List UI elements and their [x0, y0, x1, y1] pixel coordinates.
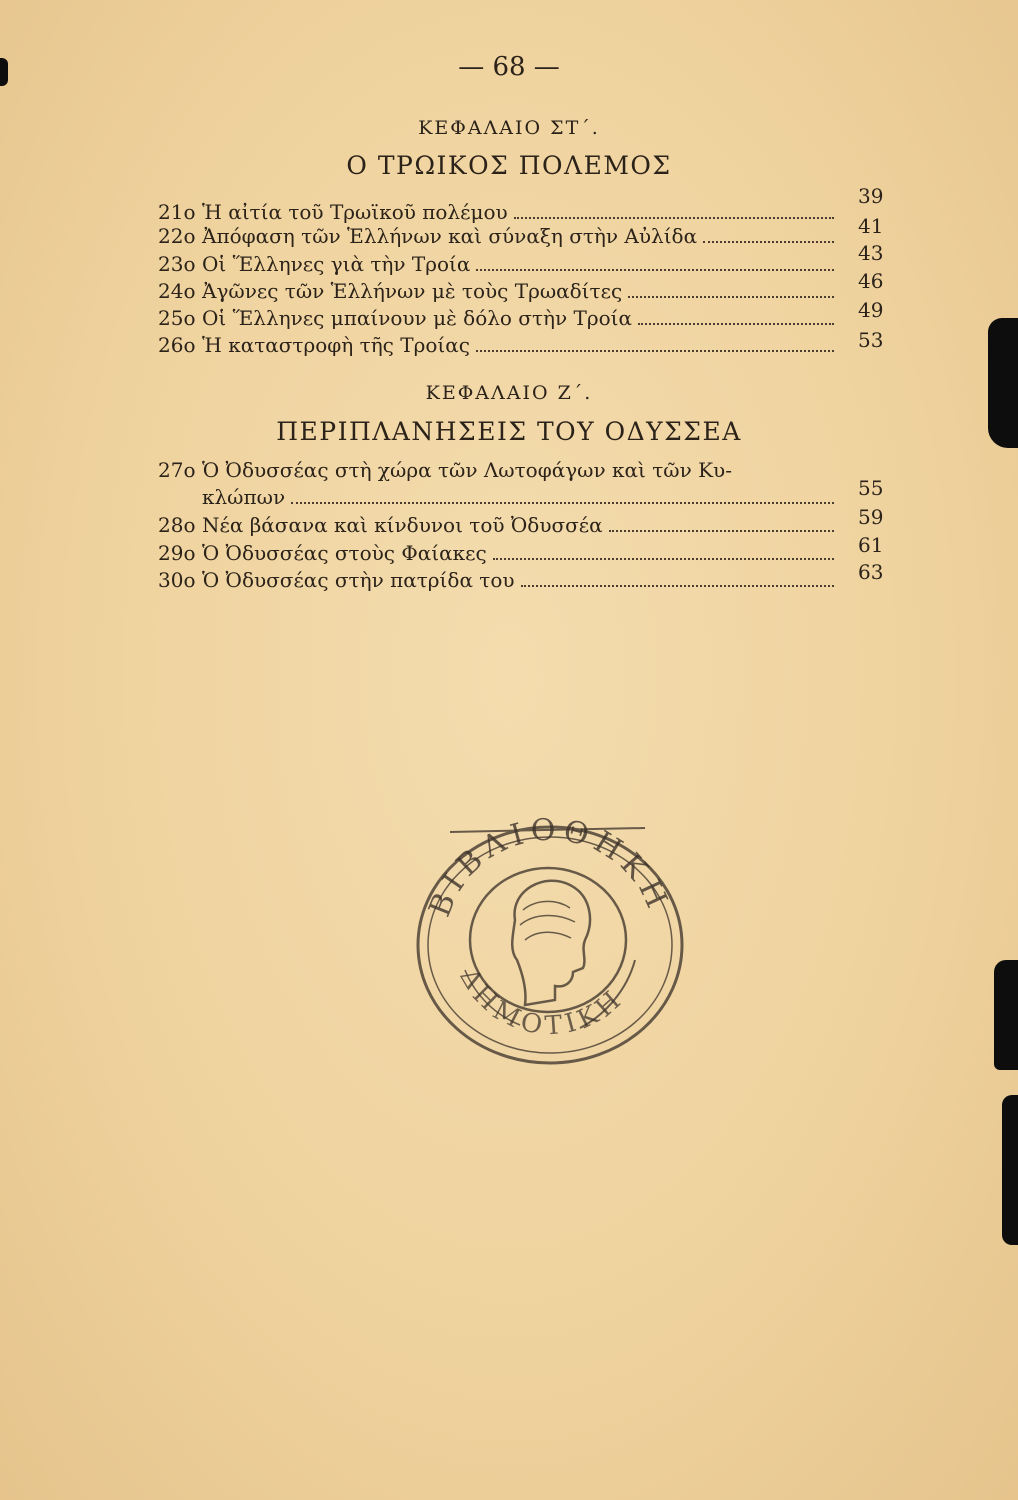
entry-title: Νέα βάσανα καὶ κίνδυνοι τοῦ Ὀδυσσέα: [202, 513, 603, 537]
dot-leader: [521, 585, 834, 587]
dot-leader: [493, 558, 834, 560]
entry-number: 22ο: [158, 224, 196, 248]
entry-title: Ἀγῶνες τῶν Ἑλλήνων μὲ τοὺς Τρωαδίτες: [202, 279, 623, 303]
entry-page: 43: [858, 241, 884, 265]
chapter-7-title: ΠΕΡΙΠΛΑΝΗΣΕΙΣ ΤΟΥ ΟΔΥΣΣΕΑ: [276, 417, 742, 446]
entry-page: 55: [858, 476, 884, 500]
svg-text:ΔΗΜΟΤΙΚΗ: ΔΗΜΟΤΙΚΗ: [453, 963, 631, 1042]
entry-title-continuation: κλώπων: [202, 485, 286, 509]
dot-leader: [703, 241, 834, 243]
toc-entry-first-line[interactable]: [158, 458, 838, 482]
entry-title: Ἡ αἰτία τοῦ Τρωϊκοῦ πολέμου: [202, 200, 508, 224]
toc-entry[interactable]: [158, 513, 838, 539]
entry-page: 63: [858, 560, 884, 584]
toc-entry[interactable]: [158, 568, 838, 594]
entry-title: Ὁ Ὀδυσσέας στοὺς Φαίακες: [202, 541, 487, 565]
toc-entry[interactable]: [158, 200, 838, 226]
toc-entry[interactable]: [158, 252, 838, 278]
entry-number: 27ο: [158, 458, 196, 482]
entry-page: 49: [858, 298, 884, 322]
dot-leader: [476, 269, 834, 271]
entry-page: 61: [858, 533, 884, 557]
entry-number: 21ο: [158, 200, 196, 224]
entry-title: Ὁ Ὀδυσσέας στὴν πατρίδα του: [202, 568, 515, 592]
entry-number: 24ο: [158, 279, 196, 303]
chapter-7-label: ΚΕΦΑΛΑΙΟ Ζ΄.: [425, 382, 593, 404]
entry-title: Ἀπόφαση τῶν Ἑλλήνων καὶ σύναξη στὴν Αὐλίδα: [202, 224, 698, 248]
dot-leader: [609, 530, 834, 532]
entry-number: 29ο: [158, 541, 196, 565]
toc-entry[interactable]: [158, 224, 838, 250]
dot-leader: [638, 323, 834, 325]
entry-number: 23ο: [158, 252, 196, 276]
entry-page: 41: [858, 214, 884, 238]
entry-number: 25ο: [158, 306, 196, 330]
chapter-6-title: Ο ΤΡΩΙΚΟΣ ΠΟΛΕΜΟΣ: [346, 151, 672, 180]
chapter-6-label: ΚΕΦΑΛΑΙΟ ΣΤ΄.: [418, 117, 600, 139]
entry-title: Οἱ Ἕλληνες γιὰ τὴν Τροία: [202, 252, 471, 276]
entry-page: 59: [858, 505, 884, 529]
page-number: — 68 —: [458, 52, 560, 82]
entry-number: 30ο: [158, 568, 196, 592]
library-stamp: [405, 810, 695, 1070]
entry-page: 53: [858, 328, 884, 352]
dot-leader: [514, 217, 834, 219]
entry-number: 28ο: [158, 513, 196, 537]
entry-title: Ὁ Ὀδυσσέας στὴ χώρα τῶν Λωτοφάγων καὶ τῶν Κυ-: [202, 458, 732, 482]
toc-entry[interactable]: [158, 306, 838, 332]
dot-leader: [476, 350, 834, 352]
entry-page: 39: [858, 184, 884, 208]
toc-entry[interactable]: [158, 333, 838, 359]
entry-title: Οἱ Ἕλληνες μπαίνουν μὲ δόλο στὴν Τροία: [202, 306, 633, 330]
torn-edge-right-3: [1002, 1095, 1018, 1245]
toc-entry[interactable]: [158, 279, 838, 305]
entry-number: 26ο: [158, 333, 196, 357]
dot-leader: [628, 296, 834, 298]
dot-leader: [291, 502, 834, 504]
svg-text:ΒΙΒΛΙΟΘΗΚΗ: ΒΙΒΛΙΟΘΗΚΗ: [422, 812, 677, 922]
torn-edge-right-2: [994, 960, 1018, 1070]
toc-entry[interactable]: [158, 541, 838, 567]
entry-title: Ἡ καταστροφὴ τῆς Τροίας: [202, 333, 470, 357]
entry-page: 46: [858, 269, 884, 293]
toc-entry[interactable]: [158, 485, 838, 511]
